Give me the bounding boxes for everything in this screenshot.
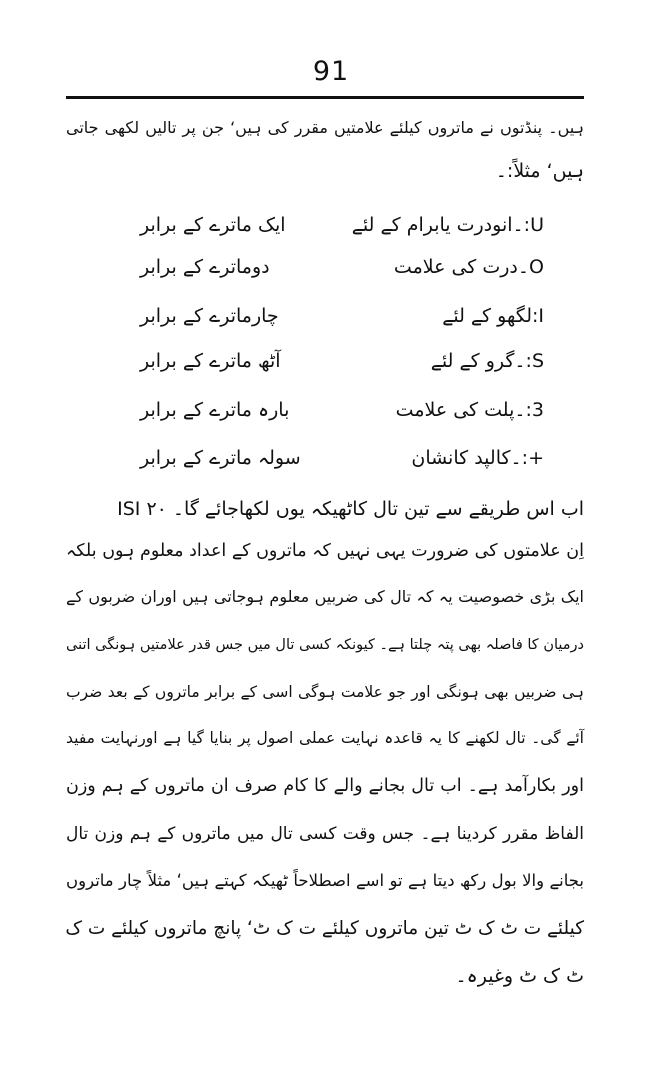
symbol-description: ۔درت کی علامت [393,256,530,278]
symbol-description: :۔کالپد کانشان [411,447,529,469]
symbol-row-3 [0,395,662,425]
symbol-glyph: S [531,350,544,372]
symbol-glyph: U [530,214,544,236]
body-line: ٹ ک ٹ وغیرہ۔ [455,965,584,987]
symbol-row-plus [0,443,662,473]
header-rule [66,96,584,99]
body-line: بجانے والا بول رکھ دیتا ہے تو اسے اصطلاحاً ٹھیکہ کہتے ہیں‘ مثلاً چار ماتروں [66,871,584,890]
symbol-glyph: + [528,447,544,469]
symbol-row-i [0,301,662,331]
symbol-row-s [0,346,662,376]
symbol-definition [411,443,544,473]
symbol-definition [352,210,544,240]
symbol-definition [394,252,544,282]
intro-line: ہیں۔ پنڈتوں نے ماتروں کیلئے علامتیں مقرر کی ہیں‘ جن پر تالیں لکھی جاتی [66,118,584,137]
body-line: اِن علامتوں کی ضرورت یہی نہیں کہ ماتروں کے اعداد معلوم ہوں بلکہ [66,541,584,561]
symbol-description: :۔انودرت یابرام کے لئے [351,214,531,236]
page-number: 91 [312,56,350,87]
body-line: ایک بڑی خصوصیت یہ کہ تال کی ضربیں معلوم ہوجاتی ہیں اوران ضربوں کے [66,587,584,606]
body-line: درمیان کا فاصلہ بھی پتہ چلتا ہے۔ کیونکہ کسی تال میں جس قدر علامتیں ہونگی اتنی [66,637,584,653]
symbol-description: :لگھو کے لئے [442,305,539,327]
symbol-definition [396,395,544,425]
symbol-value: ایک ماترے کے برابر [140,214,286,236]
body-line: الفاظ مقرر کردینا ہے۔ جس وقت کسی تال میں ماتروں کے ہم وزن تال [66,824,584,844]
body-line: اور بکارآمد ہے۔ اب تال بجانے والے کا کام صرف ان ماتروں کے ہم وزن [66,776,584,796]
symbol-glyph: I [538,305,544,327]
symbol-value: آٹھ ماترے کے برابر [140,350,281,372]
body-line: کیلئے ت ٹ ک ٹ تین ماتروں کیلئے ت ک ٹ‘ پانچ ماتروں کیلئے ت ک [65,918,584,939]
symbol-row-u [0,210,662,240]
symbol-description: :۔پلت کی علامت [395,399,532,421]
symbol-description: :۔گرو کے لئے [430,350,532,372]
body-line: اب اس طریقے سے تین تال کاٹھیکہ یوں لکھاجائے گا۔ ۲۰ ISI [117,498,584,520]
body-line: ہی ضربیں بھی ہونگی اور جو علامت ہوگی اسی کے برابر ماتروں کے بعد ضرب [66,683,584,701]
symbol-glyph: 3 [531,399,544,421]
symbol-definition [442,301,544,331]
intro-line: ہیں‘ مثلاً:۔ [495,160,584,182]
symbol-value: چارماترے کے برابر [140,305,279,327]
symbol-value: دوماترے کے برابر [140,256,270,278]
symbol-value: سولہ ماترے کے برابر [140,447,301,469]
symbol-definition [431,346,544,376]
symbol-glyph: O [529,256,544,278]
symbol-row-o [0,252,662,282]
body-line: آئے گی۔ تال لکھنے کا یہ قاعدہ نہایت عملی اصول پر بنایا گیا ہے اورنہایت مفید [66,729,584,747]
symbol-value: بارہ ماترے کے برابر [140,399,290,421]
